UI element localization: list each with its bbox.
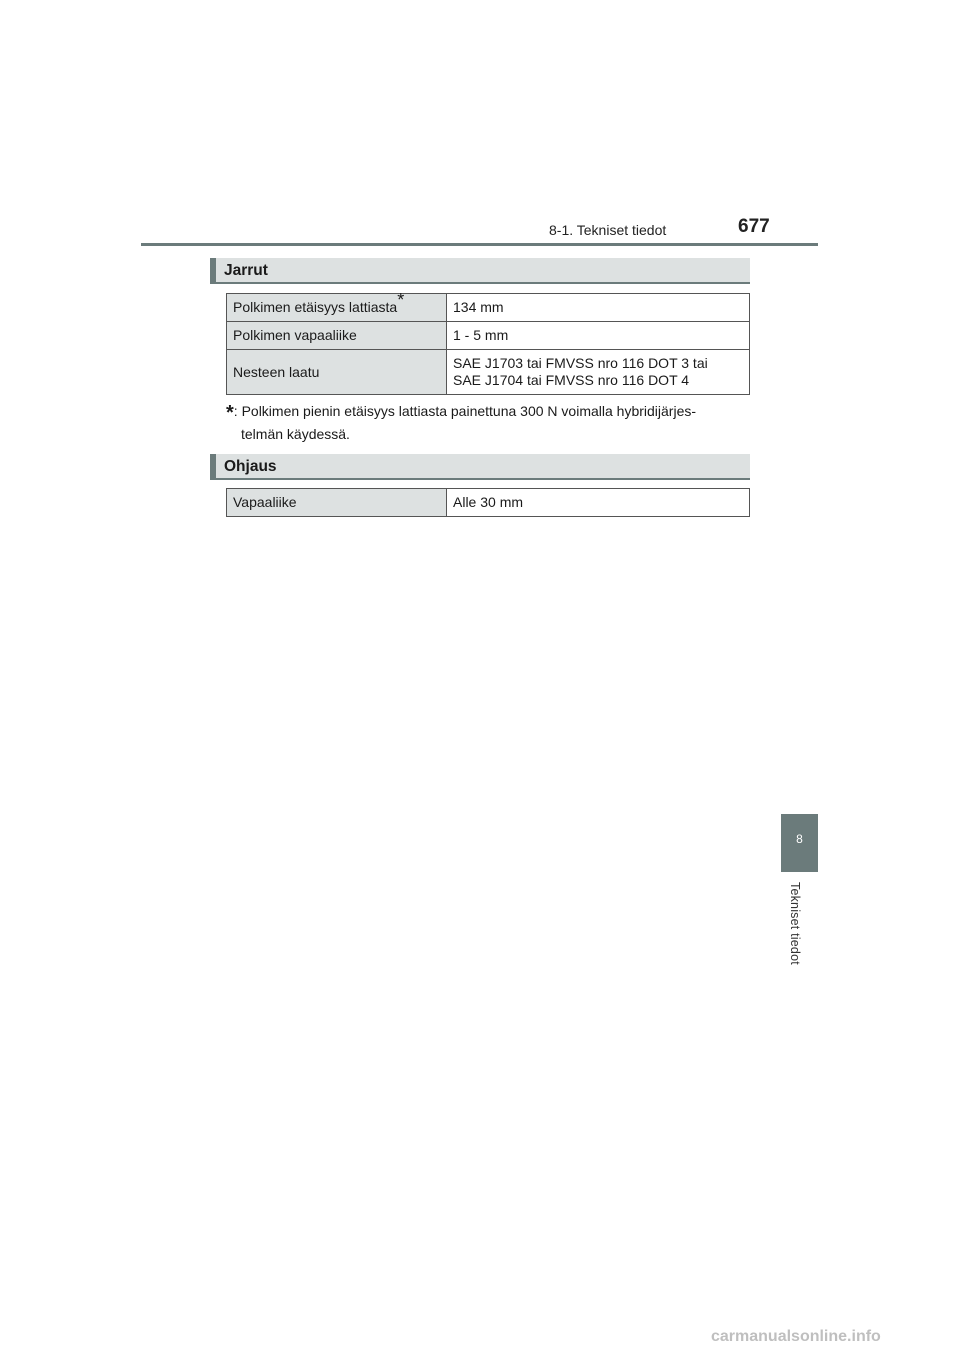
page-number: 677 <box>738 216 770 237</box>
table-cell-label <box>227 350 447 395</box>
footnote-marker: * <box>397 290 405 311</box>
footnote <box>226 401 746 445</box>
footnote-text: telmän käydessä. <box>241 426 350 442</box>
table-cell-label <box>227 322 447 350</box>
row-label: Vapaaliike <box>233 494 297 510</box>
row-value: 1 - 5 mm <box>453 327 509 343</box>
section-heading-brakes: Jarrut <box>210 258 750 284</box>
footnote-text: : Polkimen pienin etäisyys lattiasta painettuna 300 N voimalla hybridijärjes- <box>233 403 697 419</box>
table-cell-value <box>447 350 750 395</box>
row-label: Polkimen vapaaliike <box>233 327 357 343</box>
row-value: Alle 30 mm <box>453 494 524 510</box>
header-rule <box>141 243 818 246</box>
section-heading-steering: Ohjaus <box>210 454 750 480</box>
row-label: Polkimen etäisyys lattiasta <box>233 299 398 315</box>
row-value-line: SAE J1703 tai FMVSS nro 116 DOT 3 tai <box>453 355 708 371</box>
table-cell-value <box>447 294 750 322</box>
brakes-spec-table <box>226 290 750 395</box>
row-label: Nesteen laatu <box>233 363 320 380</box>
table-cell-value <box>447 489 750 517</box>
table-cell-label <box>227 290 447 322</box>
chapter-tab[interactable]: 8 <box>781 814 818 872</box>
header-section-title: 8-1. Tekniset tiedot <box>549 222 667 238</box>
footnote-marker: * <box>226 402 234 424</box>
footnote-line <box>226 401 746 424</box>
table-cell-value <box>447 322 750 350</box>
table-row <box>227 322 750 350</box>
row-value: 134 mm <box>453 299 504 315</box>
row-value-line: SAE J1704 tai FMVSS nro 116 DOT 4 <box>453 372 690 388</box>
table-row <box>227 489 750 517</box>
steering-spec-table <box>226 488 750 517</box>
table-row <box>227 350 750 395</box>
chapter-label: Tekniset tiedot <box>788 882 802 965</box>
table-cell-label <box>227 489 447 517</box>
table-row <box>227 294 750 322</box>
watermark: carmanualsonline.info <box>711 1328 881 1345</box>
